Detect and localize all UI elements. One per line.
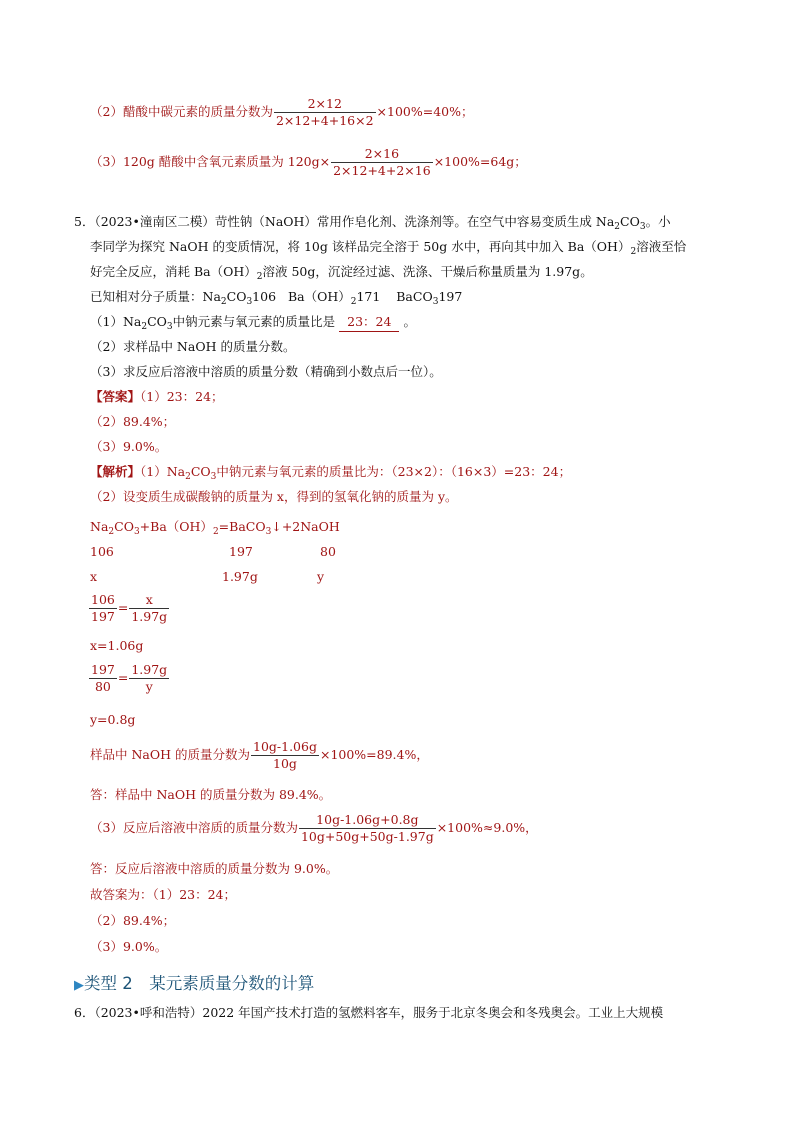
mass-197: 197 (229, 544, 253, 559)
mw-sub4: 3 (432, 297, 439, 307)
eq-sub4: 3 (265, 527, 272, 537)
answer-line1 (90, 388, 224, 406)
ratio2-right-den: y (145, 679, 153, 694)
s1-b: 中钠元素与氧元素的质量比是 (172, 314, 336, 329)
q5-molecular-weights (90, 288, 462, 311)
solution-num: 10g-1.06g+0.8g (299, 812, 436, 829)
var-y: y (317, 569, 325, 584)
ratio2-left-num: 197 (91, 662, 115, 677)
eq-e: ↓+2NaOH (271, 519, 340, 534)
q5-sub2: （2）求样品中 NaOH 的质量分数。 (90, 339, 296, 354)
s1-end: 。 (403, 314, 416, 329)
triangle-marker-icon: ▶ (74, 978, 84, 993)
p3-numerator: 2×16 (331, 146, 433, 163)
y-result: y=0.8g (90, 712, 136, 727)
analysis-l1-co: CO (190, 464, 211, 479)
solution-fraction (299, 812, 436, 845)
eq-sub2: 3 (133, 527, 140, 537)
ratio2 (88, 662, 170, 695)
ratio2-left (89, 662, 117, 695)
ratio1 (88, 592, 170, 625)
analysis-tag: 【解析】 (90, 464, 141, 479)
q5-line2-sub: 2 (630, 247, 637, 257)
p2-label: （2）醋酸中碳元素的质量分数为 (90, 104, 273, 119)
p2-denominator: 2×12+4+16×2 (275, 113, 374, 128)
ratio2-right-num: 1.97g (131, 662, 168, 677)
ratio1-right (129, 592, 169, 625)
q5-sub3: （3）求反应后溶液中溶质的质量分数（精确到小数点后一位）。 (90, 364, 442, 379)
eq-sub1: 2 (108, 527, 115, 537)
q5-line2-text: 李同学为探究 NaOH 的变质情况，将 10g 该样品完全溶于 50g 水中，再向其中加入 Ba（OH） (90, 239, 631, 254)
final-answer-1: 故答案为：（1）23：24； (90, 887, 237, 902)
solution-den: 10g+50g+50g-1.97g (300, 829, 434, 844)
s1-sub1: 2 (141, 322, 148, 332)
ratio1-right-num: x (129, 592, 169, 609)
q5-line2-end: 溶液至恰 (636, 239, 687, 254)
solution-label: （3）反应后溶液中溶质的质量分数为 (90, 820, 298, 835)
eq-sub3: 2 (212, 527, 219, 537)
p2-fraction (274, 96, 376, 129)
analysis-line2: （2）设变质生成碳酸钠的质量为 x，得到的氢氧化钠的质量为 y。 (90, 489, 458, 504)
analysis-line1 (90, 463, 571, 486)
q5-line1 (74, 213, 671, 236)
mw-v3: 197 (438, 289, 463, 304)
p3-result: ×100%=64g； (433, 154, 527, 169)
s1-co: CO (147, 314, 167, 329)
q5-line3-sub: 2 (256, 272, 263, 282)
answer3-statement: 答：反应后溶液中溶质的质量分数为 9.0%。 (90, 861, 339, 876)
solution-fraction-line (90, 812, 538, 845)
q5-line1-co: CO (620, 214, 640, 229)
q5-line1-sub: 2 (614, 222, 621, 232)
ratio2-eq: = (117, 670, 129, 685)
ratio1-left-num: 106 (91, 592, 115, 607)
p2-result: ×100%=40%； (376, 104, 474, 119)
p2-numerator: 2×12 (274, 96, 376, 113)
mw-baco: BaCO (396, 289, 433, 304)
answer-line3: （3）9.0%。 (90, 439, 168, 454)
mw-sub2: 3 (246, 297, 253, 307)
q5-line3 (90, 263, 593, 286)
mw-v1: 106 (252, 289, 277, 304)
solution-result: ×100%≈9.0%， (436, 820, 538, 835)
answer2-statement: 答：样品中 NaOH 的质量分数为 89.4%。 (90, 787, 332, 802)
ratio2-right (129, 662, 169, 695)
mw-ba: Ba（OH） (287, 289, 351, 304)
eq-d: =BaCO (218, 519, 266, 534)
eq-a: Na (90, 519, 109, 534)
naoh-num: 10g-1.06g (253, 739, 317, 754)
equation-line (90, 518, 340, 541)
naoh-label: 样品中 NaOH 的质量分数为 (90, 747, 250, 762)
mw-co: CO (226, 289, 247, 304)
q5-line1-text: 5．（2023•潼南区二模）苛性钠（NaOH）常用作皂化剂、洗涤剂等。在空气中容易变质生成 Na (74, 214, 615, 229)
analysis-l1-sub1: 2 (185, 472, 191, 482)
p3-line (90, 146, 527, 179)
mass-106: 106 (90, 544, 114, 559)
s1-answer-blank: 23：24 (339, 313, 399, 332)
x-result: x=1.06g (90, 638, 144, 653)
mw-sub3: 2 (350, 297, 357, 307)
analysis-l1-b: 中钠元素与氧元素的质量比为：（23×2）：（16×3）=23：24； (216, 464, 572, 479)
naoh-den: 10g (273, 756, 297, 771)
p3-fraction (331, 146, 433, 179)
mw-label: 已知相对分子质量：Na (90, 289, 221, 304)
final-answer-2: （2）89.4%； (90, 913, 176, 928)
ratio1-left-den: 197 (91, 609, 115, 624)
var-x: x (90, 569, 98, 584)
ratio1-left (89, 592, 117, 625)
q5-line2 (90, 238, 686, 261)
p3-denominator: 2×12+4+2×16 (333, 163, 431, 178)
ratio2-left-den: 80 (94, 679, 111, 694)
p3-label: （3）120g 醋酸中含氧元素质量为 120g× (90, 154, 331, 169)
q5-line1-tail: 。小 (645, 214, 671, 229)
p2-line (90, 96, 474, 129)
answer-tag: 【答案】 (90, 389, 141, 404)
final-answer-3: （3）9.0%。 (90, 939, 168, 954)
q5-sub1 (90, 313, 416, 336)
s1-sub2: 3 (166, 322, 173, 332)
naoh-result: ×100%=89.4%， (319, 747, 429, 762)
ratio1-right-den: 1.97g (131, 609, 168, 624)
q5-line3-b: 溶液 50g，沉淀经过滤、洗涤、干燥后称量质量为 1.97g。 (262, 264, 593, 279)
naoh-fraction-line (90, 739, 429, 772)
eq-b: CO (114, 519, 134, 534)
analysis-l1-a: （1）Na (140, 464, 186, 479)
var-197g: 1.97g (222, 569, 258, 584)
q5-line3-a: 好完全反应，消耗 Ba（OH） (90, 264, 257, 279)
mw-v2: 171 (356, 289, 381, 304)
q5-line1-sub2: 3 (639, 222, 646, 232)
q6-line1: 6．（2023•呼和浩特）2022 年国产技术打造的氢燃料客车，服务于北京冬奥会和冬残奥会。工业上大规模 (74, 1005, 664, 1020)
naoh-fraction (251, 739, 319, 772)
answer-a1: （1）23：24； (140, 389, 224, 404)
mass-80: 80 (320, 544, 336, 559)
section-heading (74, 970, 314, 994)
mw-sub1: 2 (220, 297, 227, 307)
s1-a: （1）Na (90, 314, 142, 329)
answer-line2: （2）89.4%； (90, 414, 176, 429)
section-title: 类型 2 某元素质量分数的计算 (84, 974, 315, 993)
ratio1-eq: = (117, 600, 129, 615)
analysis-l1-sub2: 3 (210, 472, 217, 482)
eq-c: +Ba（OH） (139, 519, 213, 534)
